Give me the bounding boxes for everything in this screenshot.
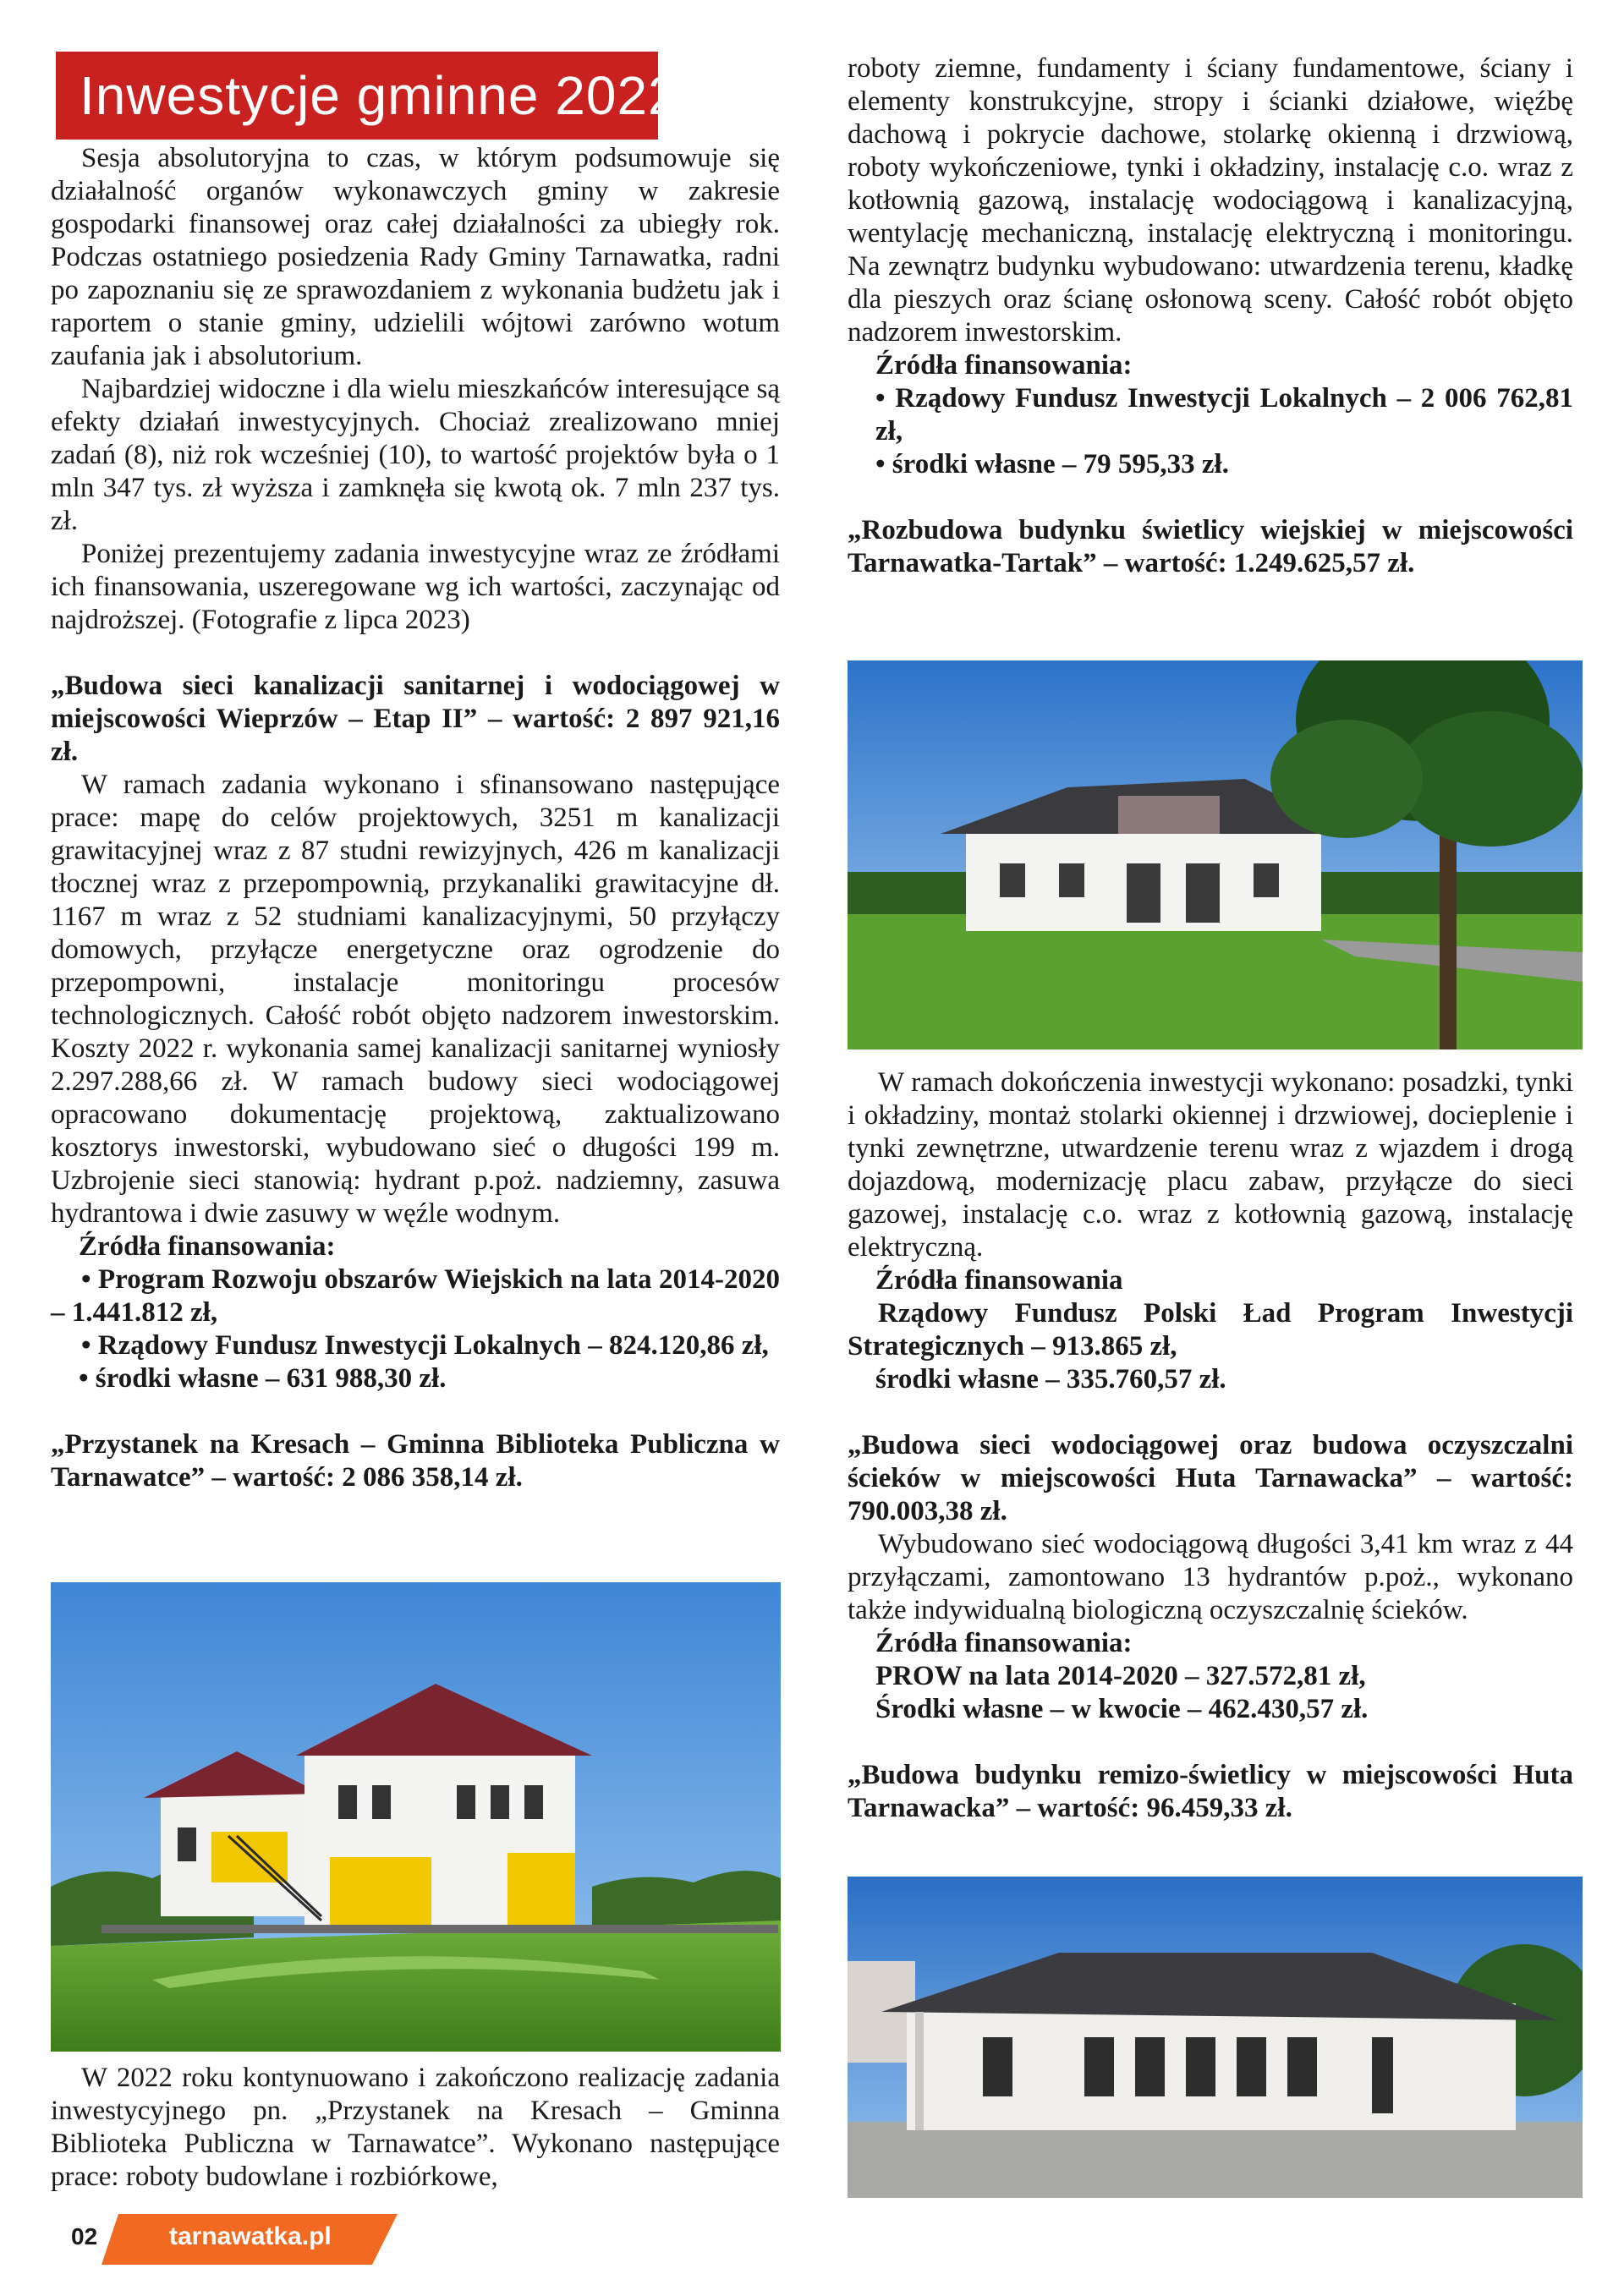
task4-body: Wybudowano sieć wodociągową długości 3,41 km wraz z 44 przyłączami, zamontowano 13 hydrantów p.poż., wykonano także indywidualną biologiczną oczyszczalnię ścieków.	[848, 1529, 1573, 1625]
task1-body: W ramach zadania wykonano i sfinansowano następujące prace: mapę do celów projektowych, 3251 m kanalizacji grawitacyjnej wraz z 87 studni rewizyjnych, 426 m kanalizacji tłocznej wraz z przepompownią, przykanaliki grawitacyjne dł. 1167 m wraz z 52 studniami kanalizacyjnymi, 50 przyłączy domowych, przyłącze energetyczne oraz ogrodzenie do przepompowni, instalacje monitoringu procesów technologicznych. Całość robót objęto nadzorem inwestorskim. Koszty 2022 r. wykonania samej kanalizacji sanitarnej wyniosły 2.297.288,66 zł. W ramach budowy sieci wodociągowej opracowano dokumentację projektową, zaktualizowano kosztorys inwestorski, wybudowano sieć o długości 199 m. Uzbrojenie sieci stanowią: hydrant p.poż. nadziemny, zasuwa hydrantowa i dwie zasuwy w węźle wodnym.	[51, 770, 780, 1229]
fire-station-hall-photo	[848, 1877, 1583, 2198]
task1-funding-item: • Rządowy Fundusz Inwestycji Lokalnych – 824.120,86 zł,	[81, 1330, 769, 1361]
page-title: Inwestycje gminne 2022	[80, 65, 679, 126]
task2-body-left: W 2022 roku kontynuowano i zakończono realizację zadania inwestycyjnego pn. „Przystanek na Kresach – Gminna Biblioteka Publiczna w Tarnawatce”. Wykonano następujące prace: roboty budowlane i rozbiórkowe,	[51, 2063, 780, 2192]
task2-funding-item: • Rządowy Fundusz Inwestycji Lokalnych – 2 006 762,81 zł,	[875, 383, 1573, 447]
task2-body-right: roboty ziemne, fundamenty i ściany fundamentowe, ściany i elementy konstrukcyjne, stropy i ścianki działowe, więźbę dachową i pokrycie dachowe, stolarkę okienną i drzwiową, roboty wykończeniowe, tynki i okładziny, instalację c.o. wraz z kotłownią gazową, instalację wodociągową i kanalizacyjną, wentylację mechaniczną, instalację elektryczną i monitoringu. Na zewnątrz budynku wybudowano: utwardzenia terenu, kładkę dla pieszych oraz ścianę osłonową sceny. Całość robót objęto nadzorem inwestorskim.	[848, 53, 1573, 348]
task3-heading: „Rozbudowa budynku świetlicy wiejskiej w miejscowości Tarnawatka-Tartak” – wartość: 1.249.625,57 zł.	[848, 515, 1573, 578]
task3-funding-item: Rządowy Fundusz Polski Ład Program Inwestycji Strategicznych – 913.865 zł,	[848, 1298, 1573, 1362]
left-column	[51, 142, 780, 1494]
left-column-bottom	[51, 2062, 780, 2194]
task4-funding-item: Środki własne – w kwocie – 462.430,57 zł.	[875, 1694, 1369, 1724]
page-title-banner	[56, 52, 679, 140]
intro-paragraph-1: Sesja absolutoryjna to czas, w którym podsumowuje się działalność organów wykonawczych gminy w zakresie gospodarki finansowej oraz całej działalności za ubiegły rok. Podczas ostatniego posiedzenia Rady Gminy Tarnawatka, radni po zapoznaniu się ze sprawozdaniem z wykonania budżetu jak i raportem o stanie gminy, udzielili wójtowi zarówno wotum zaufania jak i absolutorium.	[51, 143, 780, 371]
task3-funding-item: środki własne – 335.760,57 zł.	[875, 1364, 1226, 1395]
community-hall-tartak-photo	[848, 660, 1583, 1049]
task3-body: W ramach dokończenia inwestycji wykonano: posadzki, tynki i okładziny, montaż stolarki okiennej i drzwiowej, docieplenie i tynki zewnętrzne, utwardzenie terenu wraz z wjazdem i drogą dojazdową, modernizację placu zabaw, przyłącze do sieci gazowej, instalację c.o. wraz z kotłownią gazową, instalację elektryczną.	[848, 1067, 1573, 1263]
task2-funding-label: Źródła finansowania:	[875, 350, 1133, 381]
task2-funding-item: • środki własne – 79 595,33 zł.	[875, 449, 1229, 479]
page-number: 02	[71, 2223, 98, 2249]
task1-funding-item: • środki własne – 631 988,30 zł.	[79, 1363, 447, 1394]
intro-paragraph-2: Najbardziej widoczne i dla wielu mieszkańców interesujące są efekty działań inwestycyjnych. Chociaż zrealizowano mniej zadań (8), niż rok wcześniej (10), to wartość projektów była o 1 mln 347 tys. zł wyższa i zamknęła się kwotą ok. 7 mln 237 tys. zł.	[51, 374, 780, 536]
task2-heading: „Przystanek na Kresach – Gminna Biblioteka Publiczna w Tarnawatce” – wartość: 2 086 358,14 zł.	[51, 1429, 780, 1493]
right-column-lower	[848, 1066, 1573, 1825]
task5-heading: „Budowa budynku remizo-świetlicy w miejscowości Huta Tarnawacka” – wartość: 96.459,33 zł.	[848, 1760, 1573, 1823]
library-building-photo	[51, 1582, 781, 2052]
task1-funding-label: Źródła finansowania:	[79, 1231, 336, 1262]
task3-funding-label: Źródła finansowania	[875, 1265, 1123, 1296]
task1-funding-item: • Program Rozwoju obszarów Wiejskich na lata 2014-2020 – 1.441.812 zł,	[51, 1264, 780, 1328]
task4-funding-item: PROW na lata 2014-2020 – 327.572,81 zł,	[875, 1661, 1366, 1691]
task1-heading: „Budowa sieci kanalizacji sanitarnej i wodociągowej w miejscowości Wieprzów – Etap II” – wartość: 2 897 921,16 zł.	[51, 671, 780, 767]
task4-heading: „Budowa sieci wodociągowej oraz budowa oczyszczalni ścieków w miejscowości Huta Tarnawacka” – wartość: 790.003,38 zł.	[848, 1430, 1573, 1526]
task4-funding-label: Źródła finansowania:	[875, 1628, 1133, 1658]
intro-paragraph-3: Poniżej prezentujemy zadania inwestycyjne wraz ze źródłami ich finansowania, uszeregowane wg ich wartości, zaczynając od najdroższej. (Fotografie z lipca 2023)	[51, 539, 780, 635]
footer-site-link[interactable]: tarnawatka.pl	[169, 2222, 332, 2250]
right-column	[848, 52, 1573, 580]
